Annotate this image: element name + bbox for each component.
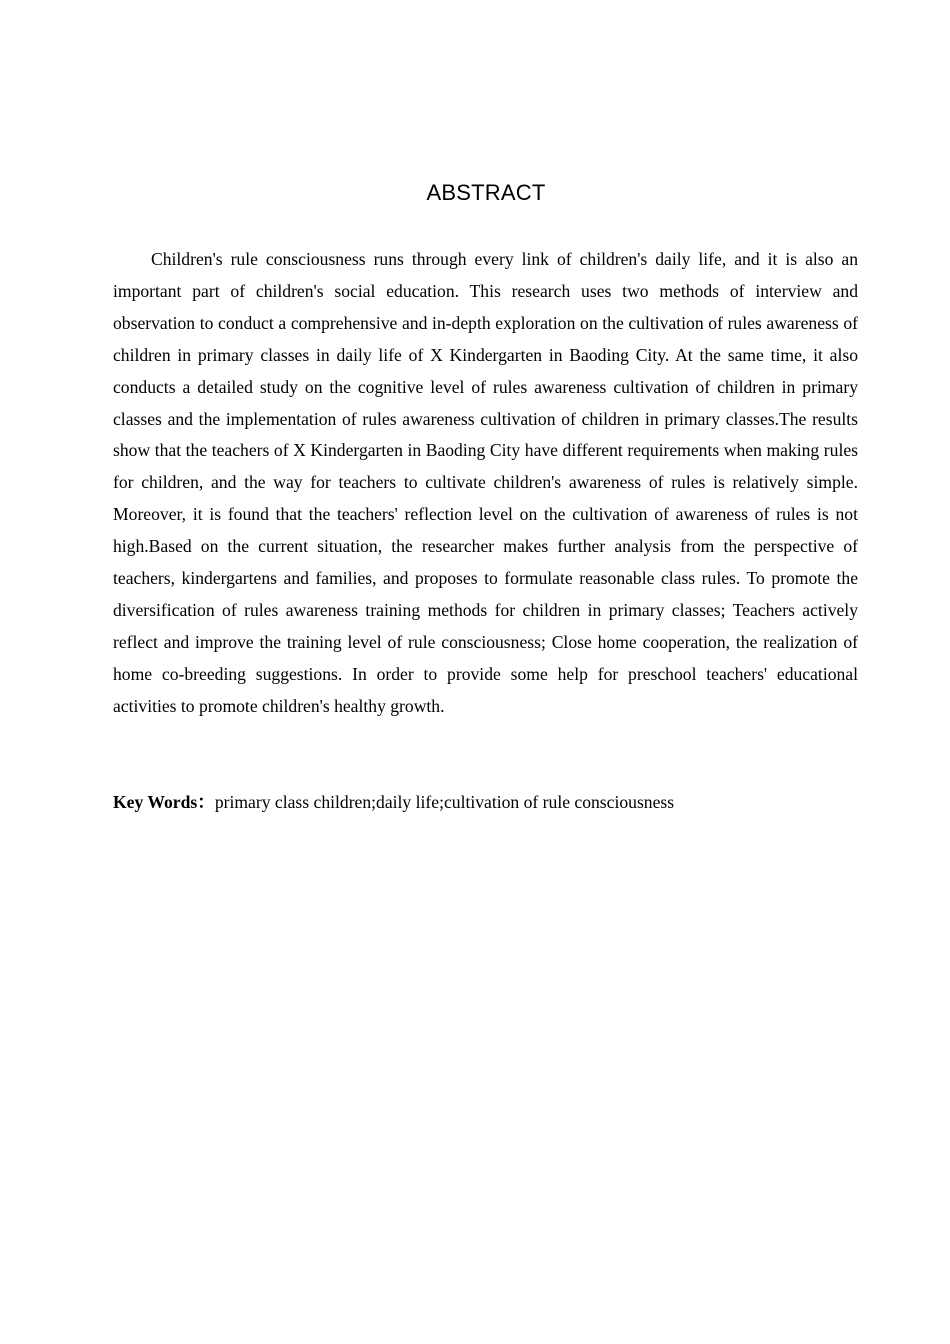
keywords-label: Key Words： [113,792,215,812]
abstract-paragraph: Children's rule consciousness runs through every link of children's daily life, and it is also an important part of children's social education. This research uses two methods of interview and observation to conduct a comprehensive and in-depth exploration on the cultivation of rules awareness of children in primary classes in daily life of X Kindergarten in Baoding City. At the same time, it also conducts a detailed study on the cognitive level of rules awareness cultivation of children in primary classes and the implementation of rules awareness cultivation of children in primary classes.The results show that the teachers of X Kindergarten in Baoding City have different requirements when making rules for children, and the way for teachers to cultivate children's awareness of rules is relatively simple. Moreover, it is found that the teachers' reflection level on the cultivation of awareness of rules is not high.Based on the current situation, the researcher makes further analysis from the perspective of teachers, kindergartens and families, and proposes to formulate reasonable class rules. To promote the diversification of rules awareness training methods for children in primary classes; Teachers actively reflect and improve the training level of rule consciousness; Close home cooperation, the realization of home co-breeding suggestions. In order to provide some help for preschool teachers' educational activities to promote children's healthy growth. [113,249,858,716]
abstract-title: ABSTRACT [426,180,546,205]
keywords-text: primary class children;daily life;cultivation of rule consciousness [214,792,675,812]
keywords-line [113,787,858,819]
